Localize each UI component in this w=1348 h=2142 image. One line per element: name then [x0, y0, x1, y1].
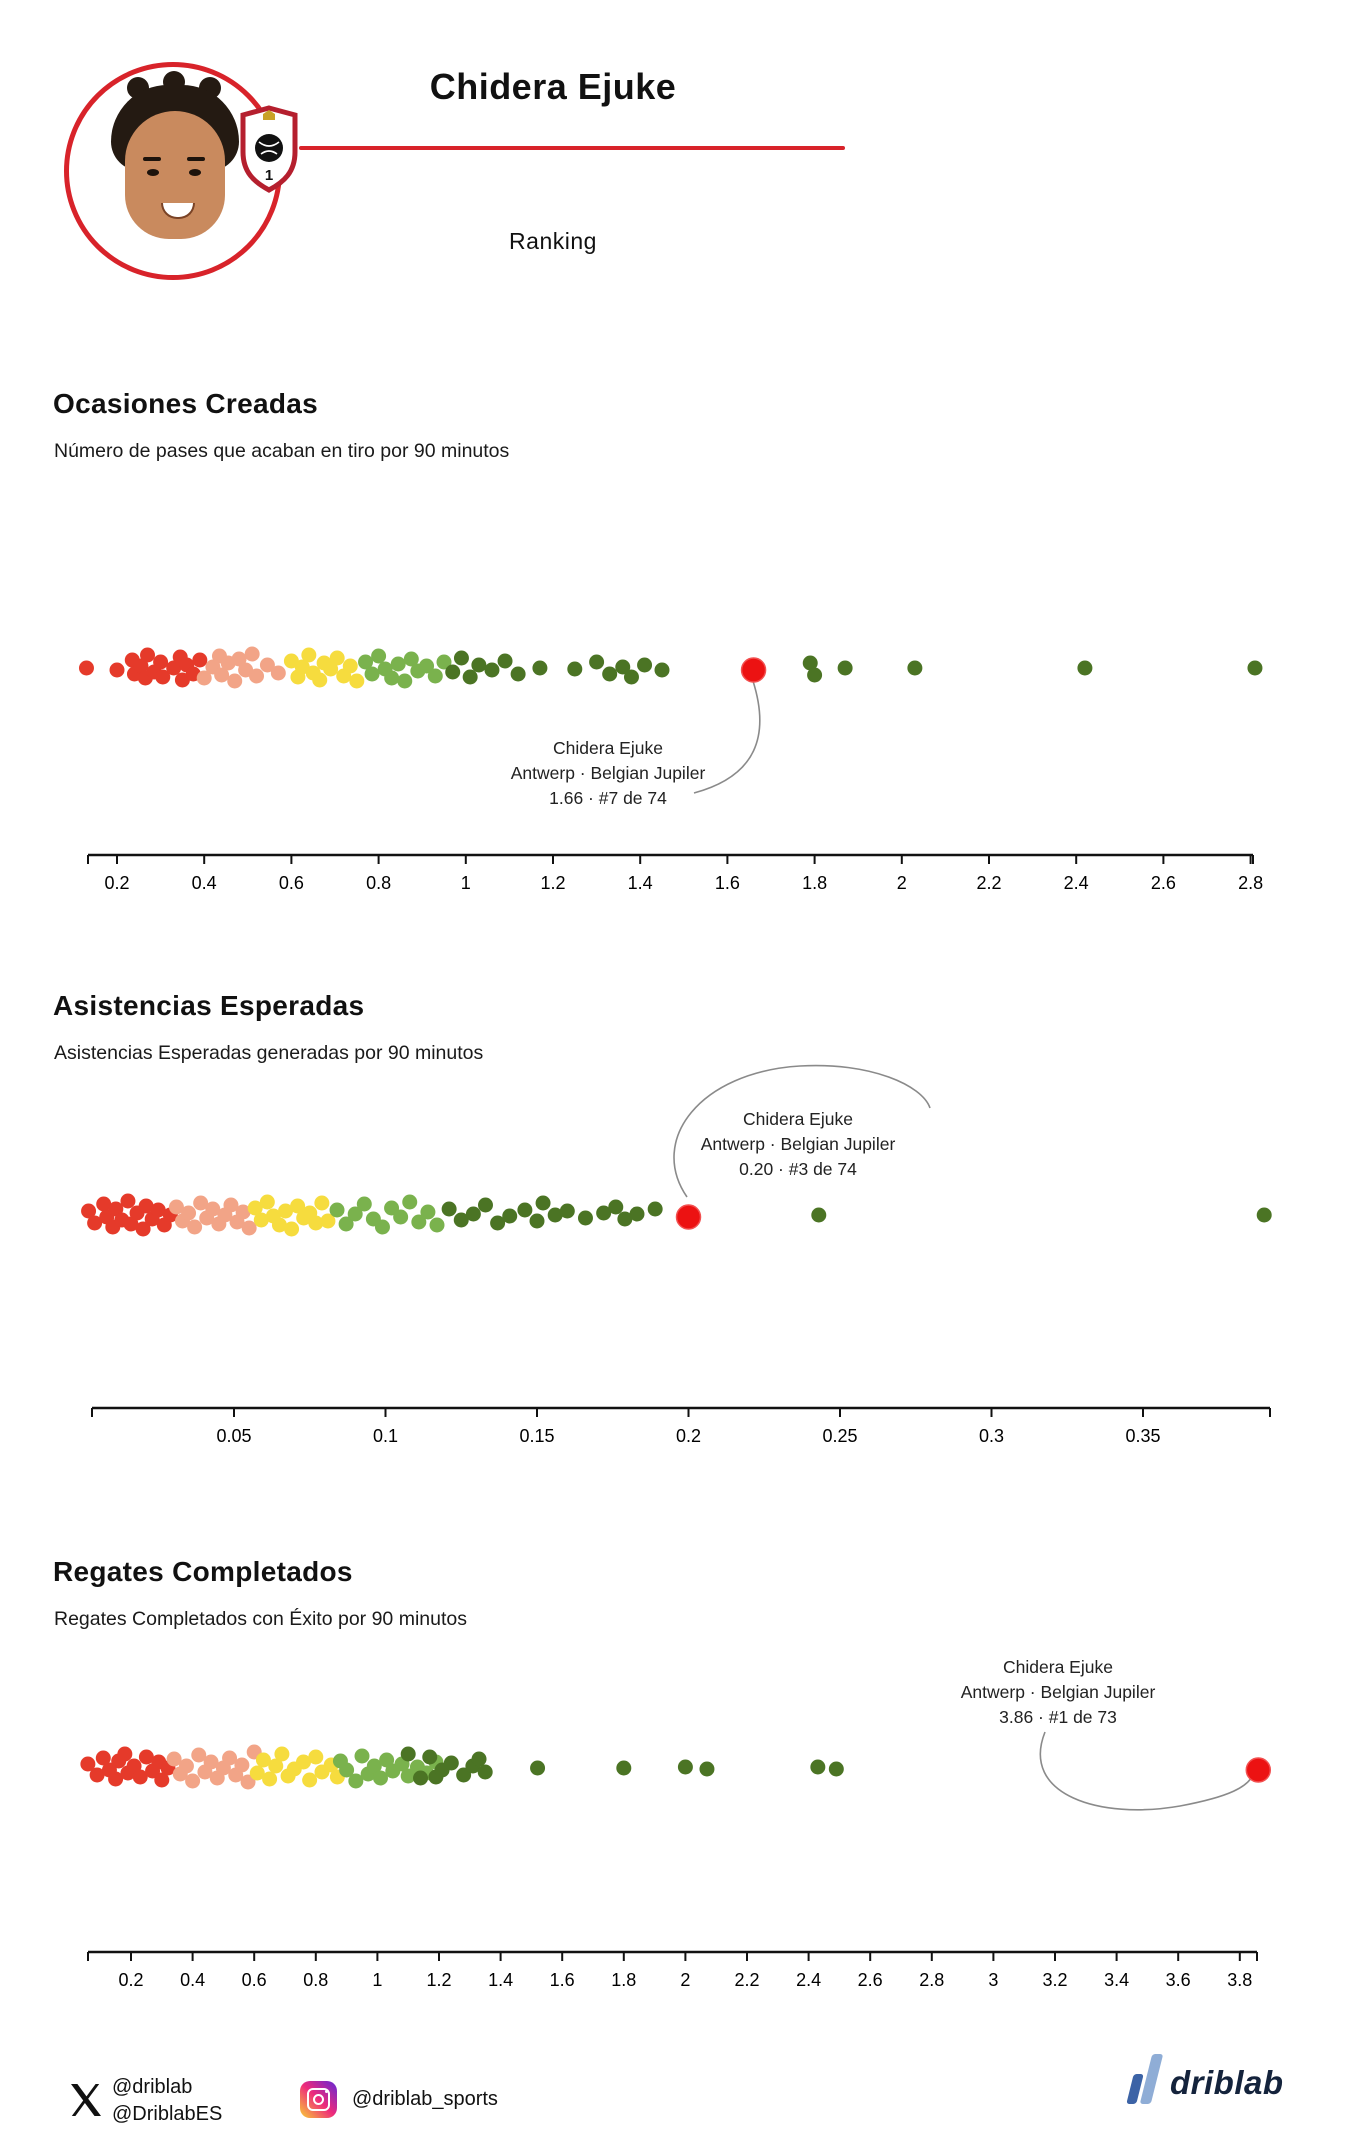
data-dot — [578, 1211, 593, 1226]
data-dot — [249, 669, 264, 684]
data-dot — [397, 674, 412, 689]
chart2-subtitle: Asistencias Esperadas generadas por 90 minutos — [54, 1042, 484, 1064]
chart1-subtitle: Número de pases que acaban en tiro por 90 minutos — [54, 440, 510, 462]
x-axis-tick-label: 2.2 — [734, 1970, 760, 1990]
data-dot — [312, 673, 327, 688]
data-dot — [532, 661, 547, 676]
annotation-team: Antwerp · Belgian Jupiler — [510, 763, 706, 783]
player-highlight-dot — [677, 1205, 701, 1229]
data-dot — [637, 658, 652, 673]
data-dot — [472, 1752, 487, 1767]
player-highlight-dot — [742, 658, 766, 682]
data-dot — [402, 1195, 417, 1210]
x-axis-tick-label: 1.6 — [549, 1970, 575, 1990]
x-axis-tick-label: 0.8 — [303, 1970, 329, 1990]
data-dot — [349, 674, 364, 689]
chart3-annotation — [961, 1655, 1156, 1730]
x-axis-tick-label: 0.35 — [1125, 1426, 1161, 1446]
data-dot — [179, 1759, 194, 1774]
data-dot — [442, 1202, 457, 1217]
data-dot — [271, 666, 286, 681]
data-dot — [807, 668, 822, 683]
x-axis-tick-label: 0.2 — [675, 1426, 702, 1446]
data-dot — [530, 1214, 545, 1229]
data-dot — [181, 1206, 196, 1221]
data-dot — [471, 658, 486, 673]
x-axis-tick-label: 0.2 — [104, 873, 130, 893]
x-axis-tick-label: 1 — [372, 1970, 383, 1990]
data-dot — [284, 1222, 299, 1237]
x-axis-tick-label: 3.6 — [1165, 1970, 1191, 1990]
data-dot — [314, 1196, 329, 1211]
data-dot — [838, 661, 853, 676]
data-dot — [536, 1196, 551, 1211]
x-axis-tick-label: 3.2 — [1042, 1970, 1068, 1990]
chart2-title: Asistencias Esperadas — [53, 990, 365, 1021]
chart3-title: Regates Completados — [53, 1556, 353, 1587]
club-crest-antwerp — [237, 102, 301, 194]
x-axis-tick-label: 1.4 — [488, 1970, 514, 1990]
data-dot — [262, 1772, 277, 1787]
data-dot — [445, 665, 460, 680]
x-axis-tick-label: 0.4 — [180, 1970, 206, 1990]
data-dot — [234, 1758, 249, 1773]
data-dot — [301, 648, 316, 663]
x-axis-tick-label: 2 — [680, 1970, 691, 1990]
data-dot — [498, 654, 513, 669]
x-axis-tick-label: 1.2 — [426, 1970, 452, 1990]
data-dot — [1077, 661, 1092, 676]
x-axis-tick-label: 1.8 — [802, 873, 828, 893]
data-dot — [589, 655, 604, 670]
x-axis-tick-label: 1.6 — [714, 873, 740, 893]
annotation-player: Chidera Ejuke — [553, 738, 663, 758]
data-dot — [140, 648, 155, 663]
data-dot — [393, 1210, 408, 1225]
player-highlight-dot — [1246, 1758, 1270, 1782]
data-dot — [260, 1195, 275, 1210]
data-dot — [907, 661, 922, 676]
data-dot — [245, 647, 260, 662]
x-axis-tick-label: 0.3 — [978, 1426, 1005, 1446]
data-dot — [629, 1207, 644, 1222]
data-dot — [330, 1203, 345, 1218]
x-axis-tick-label: 3.4 — [1104, 1970, 1130, 1990]
data-dot — [466, 1207, 481, 1222]
data-dot — [185, 1774, 200, 1789]
data-dot — [1247, 661, 1262, 676]
annotation-callout-line — [1040, 1732, 1254, 1810]
data-dot — [384, 671, 399, 686]
data-dot — [1257, 1208, 1272, 1223]
data-dot — [463, 670, 478, 685]
x-axis-tick-label: 2.8 — [919, 1970, 945, 1990]
annotation-player: Chidera Ejuke — [743, 1109, 853, 1129]
driblab-logo-text: driblab — [1170, 2064, 1284, 2101]
data-dot — [602, 667, 617, 682]
chart3-subtitle: Regates Completados con Éxito por 90 minutos — [54, 1608, 467, 1630]
data-dot — [357, 1197, 372, 1212]
data-dot — [308, 1750, 323, 1765]
x-axis-tick-label: 0.15 — [519, 1426, 555, 1446]
data-dot — [365, 667, 380, 682]
data-dot — [648, 1202, 663, 1217]
data-dot — [454, 651, 469, 666]
club-number: 1 — [264, 167, 274, 184]
data-dot — [371, 649, 386, 664]
x-axis-tick-label: 2.6 — [1150, 873, 1176, 893]
data-dot — [153, 655, 168, 670]
annotation-value-rank: 1.66 · #7 de 74 — [549, 788, 667, 808]
data-dot — [430, 1218, 445, 1233]
chart1-annotation — [511, 736, 706, 811]
data-dot — [810, 1760, 825, 1775]
x-axis-tick-label: 1.4 — [627, 873, 653, 893]
data-dot — [624, 670, 639, 685]
x-axis-tick-label: 3 — [988, 1970, 999, 1990]
x-axis-tick-label: 2.2 — [976, 873, 1002, 893]
x-axis-tick-label: 0.25 — [822, 1426, 858, 1446]
data-dot — [517, 1203, 532, 1218]
data-dot — [79, 661, 94, 676]
chart2-annotation — [701, 1107, 896, 1182]
x-axis-tick-label: 2 — [896, 873, 907, 893]
data-dot — [444, 1756, 459, 1771]
x-axis-tick-label: 0.6 — [241, 1970, 267, 1990]
x-axis-tick-label: 2.4 — [1063, 873, 1089, 893]
x-axis-tick-label: 0.8 — [366, 873, 392, 893]
annotation-value-rank: 0.20 · #3 de 74 — [739, 1159, 857, 1179]
annotation-value-rank: 3.86 · #1 de 73 — [999, 1707, 1117, 1727]
data-dot — [678, 1760, 693, 1775]
data-dot — [478, 1765, 493, 1780]
data-dot — [530, 1761, 545, 1776]
data-dot — [413, 1771, 428, 1786]
data-dot — [560, 1204, 575, 1219]
annotation-team: Antwerp · Belgian Jupiler — [960, 1682, 1156, 1702]
data-dot — [355, 1749, 370, 1764]
x-axis-tick-label: 1.2 — [540, 873, 566, 893]
instagram-handle[interactable]: @driblab_sports — [352, 2088, 498, 2110]
data-dot — [375, 1220, 390, 1235]
data-dot — [401, 1747, 416, 1762]
data-dot — [655, 663, 670, 678]
data-dot — [811, 1208, 826, 1223]
x-axis-tick-label: 0.2 — [118, 1970, 144, 1990]
data-dot — [829, 1762, 844, 1777]
data-dot — [699, 1762, 714, 1777]
data-dot — [120, 1194, 135, 1209]
data-dot — [502, 1209, 517, 1224]
data-dot — [608, 1200, 623, 1215]
data-dot — [422, 1750, 437, 1765]
x-axis-tick-label: 0.05 — [216, 1426, 252, 1446]
x-axis-tick-label: 0.6 — [278, 873, 304, 893]
annotation-player: Chidera Ejuke — [1003, 1657, 1113, 1677]
data-dot — [192, 653, 207, 668]
data-dot — [117, 1747, 132, 1762]
data-dot — [330, 651, 345, 666]
data-dot — [420, 1205, 435, 1220]
x-axis-tick-label: 1.8 — [611, 1970, 637, 1990]
data-dot — [110, 663, 125, 678]
data-dot — [274, 1747, 289, 1762]
ranking-label: Ranking — [509, 228, 597, 254]
x-axis-tick-label: 2.4 — [796, 1970, 822, 1990]
page-title: Chidera Ejuke — [429, 66, 677, 107]
x-axis-tick-label: 3.8 — [1227, 1970, 1253, 1990]
chart1-title: Ocasiones Creadas — [53, 388, 319, 419]
x-handle-driblab[interactable]: @driblab — [112, 2076, 193, 2098]
data-dot — [227, 674, 242, 689]
data-dot — [391, 657, 406, 672]
x-axis-tick-label: 1 — [460, 873, 471, 893]
data-dot — [428, 669, 443, 684]
data-dot — [187, 1220, 202, 1235]
data-dot — [302, 1773, 317, 1788]
x-axis-tick-label: 0.1 — [372, 1426, 399, 1446]
x-axis-tick-label: 0.4 — [191, 873, 217, 893]
data-dot — [567, 662, 582, 677]
x-axis-tick-label: 2.6 — [857, 1970, 883, 1990]
x-handle-driblabes[interactable]: @DriblabES — [112, 2103, 223, 2125]
data-dot — [478, 1198, 493, 1213]
data-dot — [484, 663, 499, 678]
data-dot — [616, 1761, 631, 1776]
data-dot — [511, 667, 526, 682]
data-dot — [343, 659, 358, 674]
x-axis-tick-label: 2.8 — [1238, 873, 1264, 893]
annotation-team: Antwerp · Belgian Jupiler — [700, 1134, 896, 1154]
